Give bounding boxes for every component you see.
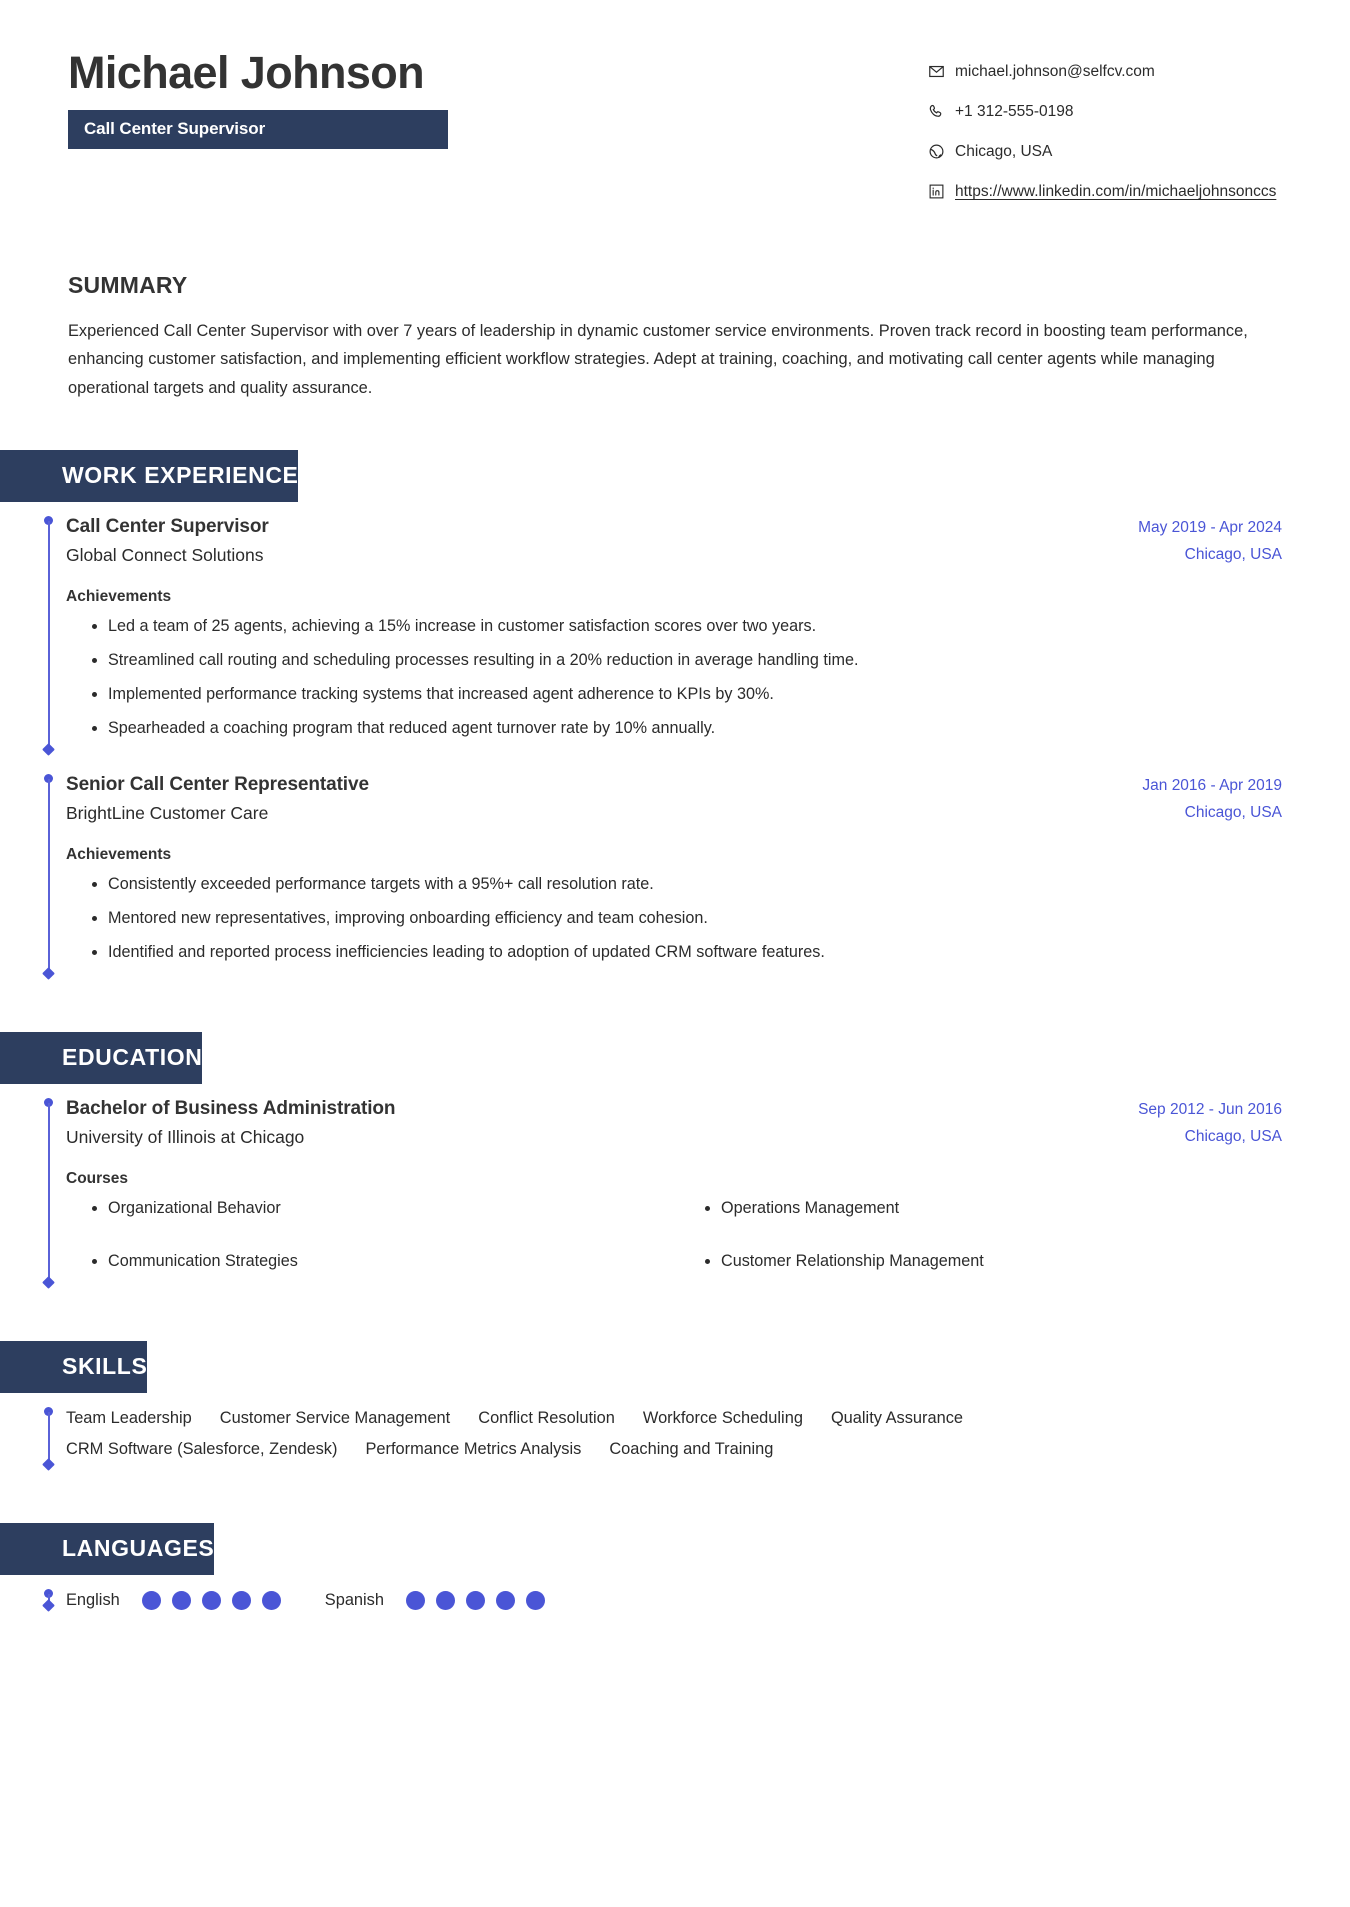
skill-item: Conflict Resolution [478, 1408, 615, 1427]
proficiency-dot [406, 1591, 425, 1610]
summary-section [0, 220, 1350, 402]
list-item: Organizational Behavior [66, 1196, 669, 1221]
list-item: Operations Management [679, 1196, 1282, 1221]
skill-item: Workforce Scheduling [642, 1408, 803, 1427]
work-entry-location: Chicago, USA [1184, 804, 1282, 822]
timeline-line [48, 1103, 50, 1281]
proficiency-dot [526, 1591, 545, 1610]
work-entry-organization: BrightLine Customer Care [66, 803, 269, 824]
list-item: Led a team of 25 agents, achieving a 15% increase in customer satisfaction scores over two years. [66, 614, 1282, 639]
work-entry-sub-label: Achievements [66, 846, 172, 864]
work-entry-title: Senior Call Center Representative [66, 774, 369, 796]
linkedin-icon [928, 183, 945, 200]
work-entry-head [66, 774, 1282, 824]
proficiency-dot [496, 1591, 515, 1610]
proficiency-dot [232, 1591, 251, 1610]
proficiency-dot [142, 1591, 161, 1610]
languages-heading: LANGUAGES [0, 1523, 214, 1575]
work-entry-sub-label: Achievements [66, 587, 172, 605]
summary-heading: SUMMARY [68, 272, 188, 299]
work-entry-bullets [66, 614, 1282, 741]
language-item-english [66, 1591, 281, 1610]
timeline-marker [44, 1098, 53, 1286]
list-item: Mentored new representatives, improving onboarding efficiency and team cohesion. [66, 906, 1282, 931]
resume-header [0, 0, 1350, 220]
timeline-marker [44, 1589, 53, 1610]
skills-rows [66, 1409, 1282, 1459]
education-section [0, 984, 1350, 1084]
timeline-dot-bottom-icon [42, 1599, 55, 1612]
proficiency-dot [466, 1591, 485, 1610]
education-entry-head [66, 1098, 1282, 1148]
skills-section [0, 1293, 1350, 1393]
contact-location-text: Chicago, USA [955, 143, 1053, 161]
email-icon [928, 63, 945, 80]
languages-body-wrap [0, 1575, 1350, 1616]
education-heading: EDUCATION [0, 1032, 202, 1084]
education-entry [44, 1084, 1282, 1292]
education-entry-sub-label: Courses [66, 1170, 129, 1188]
language-name: English [66, 1590, 120, 1609]
timeline-line [48, 1412, 50, 1464]
skill-item: CRM Software (Salesforce, Zendesk) [66, 1439, 338, 1458]
timeline-dot-bottom-icon [42, 1458, 55, 1471]
language-name: Spanish [324, 1590, 384, 1609]
list-item: Customer Relationship Management [679, 1249, 1282, 1274]
timeline-dot-bottom-icon [42, 968, 55, 981]
work-entry [44, 502, 1282, 760]
job-title-band: Call Center Supervisor [68, 110, 448, 149]
timeline-marker [44, 1407, 53, 1469]
summary-text: Experienced Call Center Supervisor with over 7 years of leadership in dynamic customer service environments. Proven track record in boosting team performance, enhancing customer satisfaction, and implementing efficient workflow strategies. Adept at training, coaching, and motivating call center agents while managing operational targets and quality assurance. [68, 322, 1248, 397]
timeline-dot-bottom-icon [42, 743, 55, 756]
list-item: Spearheaded a coaching program that reduced agent turnover rate by 10% annually. [66, 716, 1282, 741]
skill-item: Customer Service Management [219, 1408, 451, 1427]
contact-phone-text: +1 312-555-0198 [955, 103, 1074, 121]
languages-body [44, 1575, 1282, 1616]
list-item: Streamlined call routing and scheduling processes resulting in a 20% reduction in average handling time. [66, 648, 1282, 673]
contact-item-phone [928, 100, 1288, 124]
work-experience-heading: WORK EXPERIENCE [0, 450, 298, 502]
contact-list [928, 48, 1288, 220]
proficiency-dot [202, 1591, 221, 1610]
skill-item: Coaching and Training [609, 1439, 774, 1458]
skills-row [66, 1440, 1282, 1459]
education-entries [0, 1084, 1350, 1292]
skills-body-wrap [0, 1393, 1350, 1475]
language-item-spanish [325, 1591, 545, 1610]
list-item: Implemented performance tracking systems that increased agent adherence to KPIs by 30%. [66, 682, 1282, 707]
work-entry-organization: Global Connect Solutions [66, 544, 264, 565]
work-entry-dates: Jan 2016 - Apr 2019 [1142, 777, 1282, 795]
proficiency-dot [262, 1591, 281, 1610]
location-globe-icon [928, 143, 945, 160]
timeline-line [48, 521, 50, 749]
skill-item: Quality Assurance [830, 1408, 964, 1427]
header-identity [68, 48, 568, 149]
timeline-marker [44, 516, 53, 754]
proficiency-dot [436, 1591, 455, 1610]
languages-row [66, 1591, 1282, 1610]
work-entry-head [66, 516, 1282, 566]
work-entry [44, 760, 1282, 984]
education-entry-degree: Bachelor of Business Administration [66, 1098, 396, 1120]
work-entry-title: Call Center Supervisor [66, 515, 269, 537]
education-entry-meta [1138, 1101, 1282, 1146]
skills-heading: SKILLS [0, 1341, 147, 1393]
language-level-dots [406, 1591, 545, 1610]
work-experience-entries [0, 502, 1350, 985]
work-entry-bullets [66, 872, 1282, 965]
skill-item: Performance Metrics Analysis [365, 1439, 582, 1458]
list-item: Consistently exceeded performance targets with a 95%+ call resolution rate. [66, 872, 1282, 897]
contact-linkedin-link[interactable]: https://www.linkedin.com/in/michaeljohnsonccs [955, 183, 1277, 201]
contact-email-text: michael.johnson@selfcv.com [955, 63, 1155, 80]
work-entry-dates: May 2019 - Apr 2024 [1138, 518, 1282, 536]
education-entry-location: Chicago, USA [1184, 1128, 1282, 1146]
education-entry-dates: Sep 2012 - Jun 2016 [1138, 1101, 1282, 1119]
page-title: Michael Johnson [68, 47, 425, 98]
language-level-dots [142, 1591, 281, 1610]
skills-row [66, 1409, 1282, 1428]
contact-item-email [928, 60, 1288, 84]
skills-body [44, 1393, 1282, 1475]
work-entry-meta [1142, 777, 1282, 822]
skill-item: Team Leadership [66, 1408, 192, 1427]
phone-icon [928, 103, 945, 120]
contact-item-location [928, 140, 1288, 164]
timeline-dot-bottom-icon [42, 1276, 55, 1289]
languages-section [0, 1475, 1350, 1575]
timeline-line [48, 779, 50, 973]
list-item: Communication Strategies [66, 1249, 669, 1274]
timeline-marker [44, 774, 53, 978]
work-experience-section [0, 402, 1350, 502]
list-item: Identified and reported process inefficiencies leading to adoption of updated CRM software features. [66, 940, 1282, 965]
work-entry-location: Chicago, USA [1184, 545, 1282, 563]
contact-item-linkedin[interactable] [928, 180, 1288, 204]
education-courses-list [66, 1196, 1282, 1282]
work-entry-meta [1138, 519, 1282, 564]
education-entry-institution: University of Illinois at Chicago [66, 1127, 305, 1148]
proficiency-dot [172, 1591, 191, 1610]
